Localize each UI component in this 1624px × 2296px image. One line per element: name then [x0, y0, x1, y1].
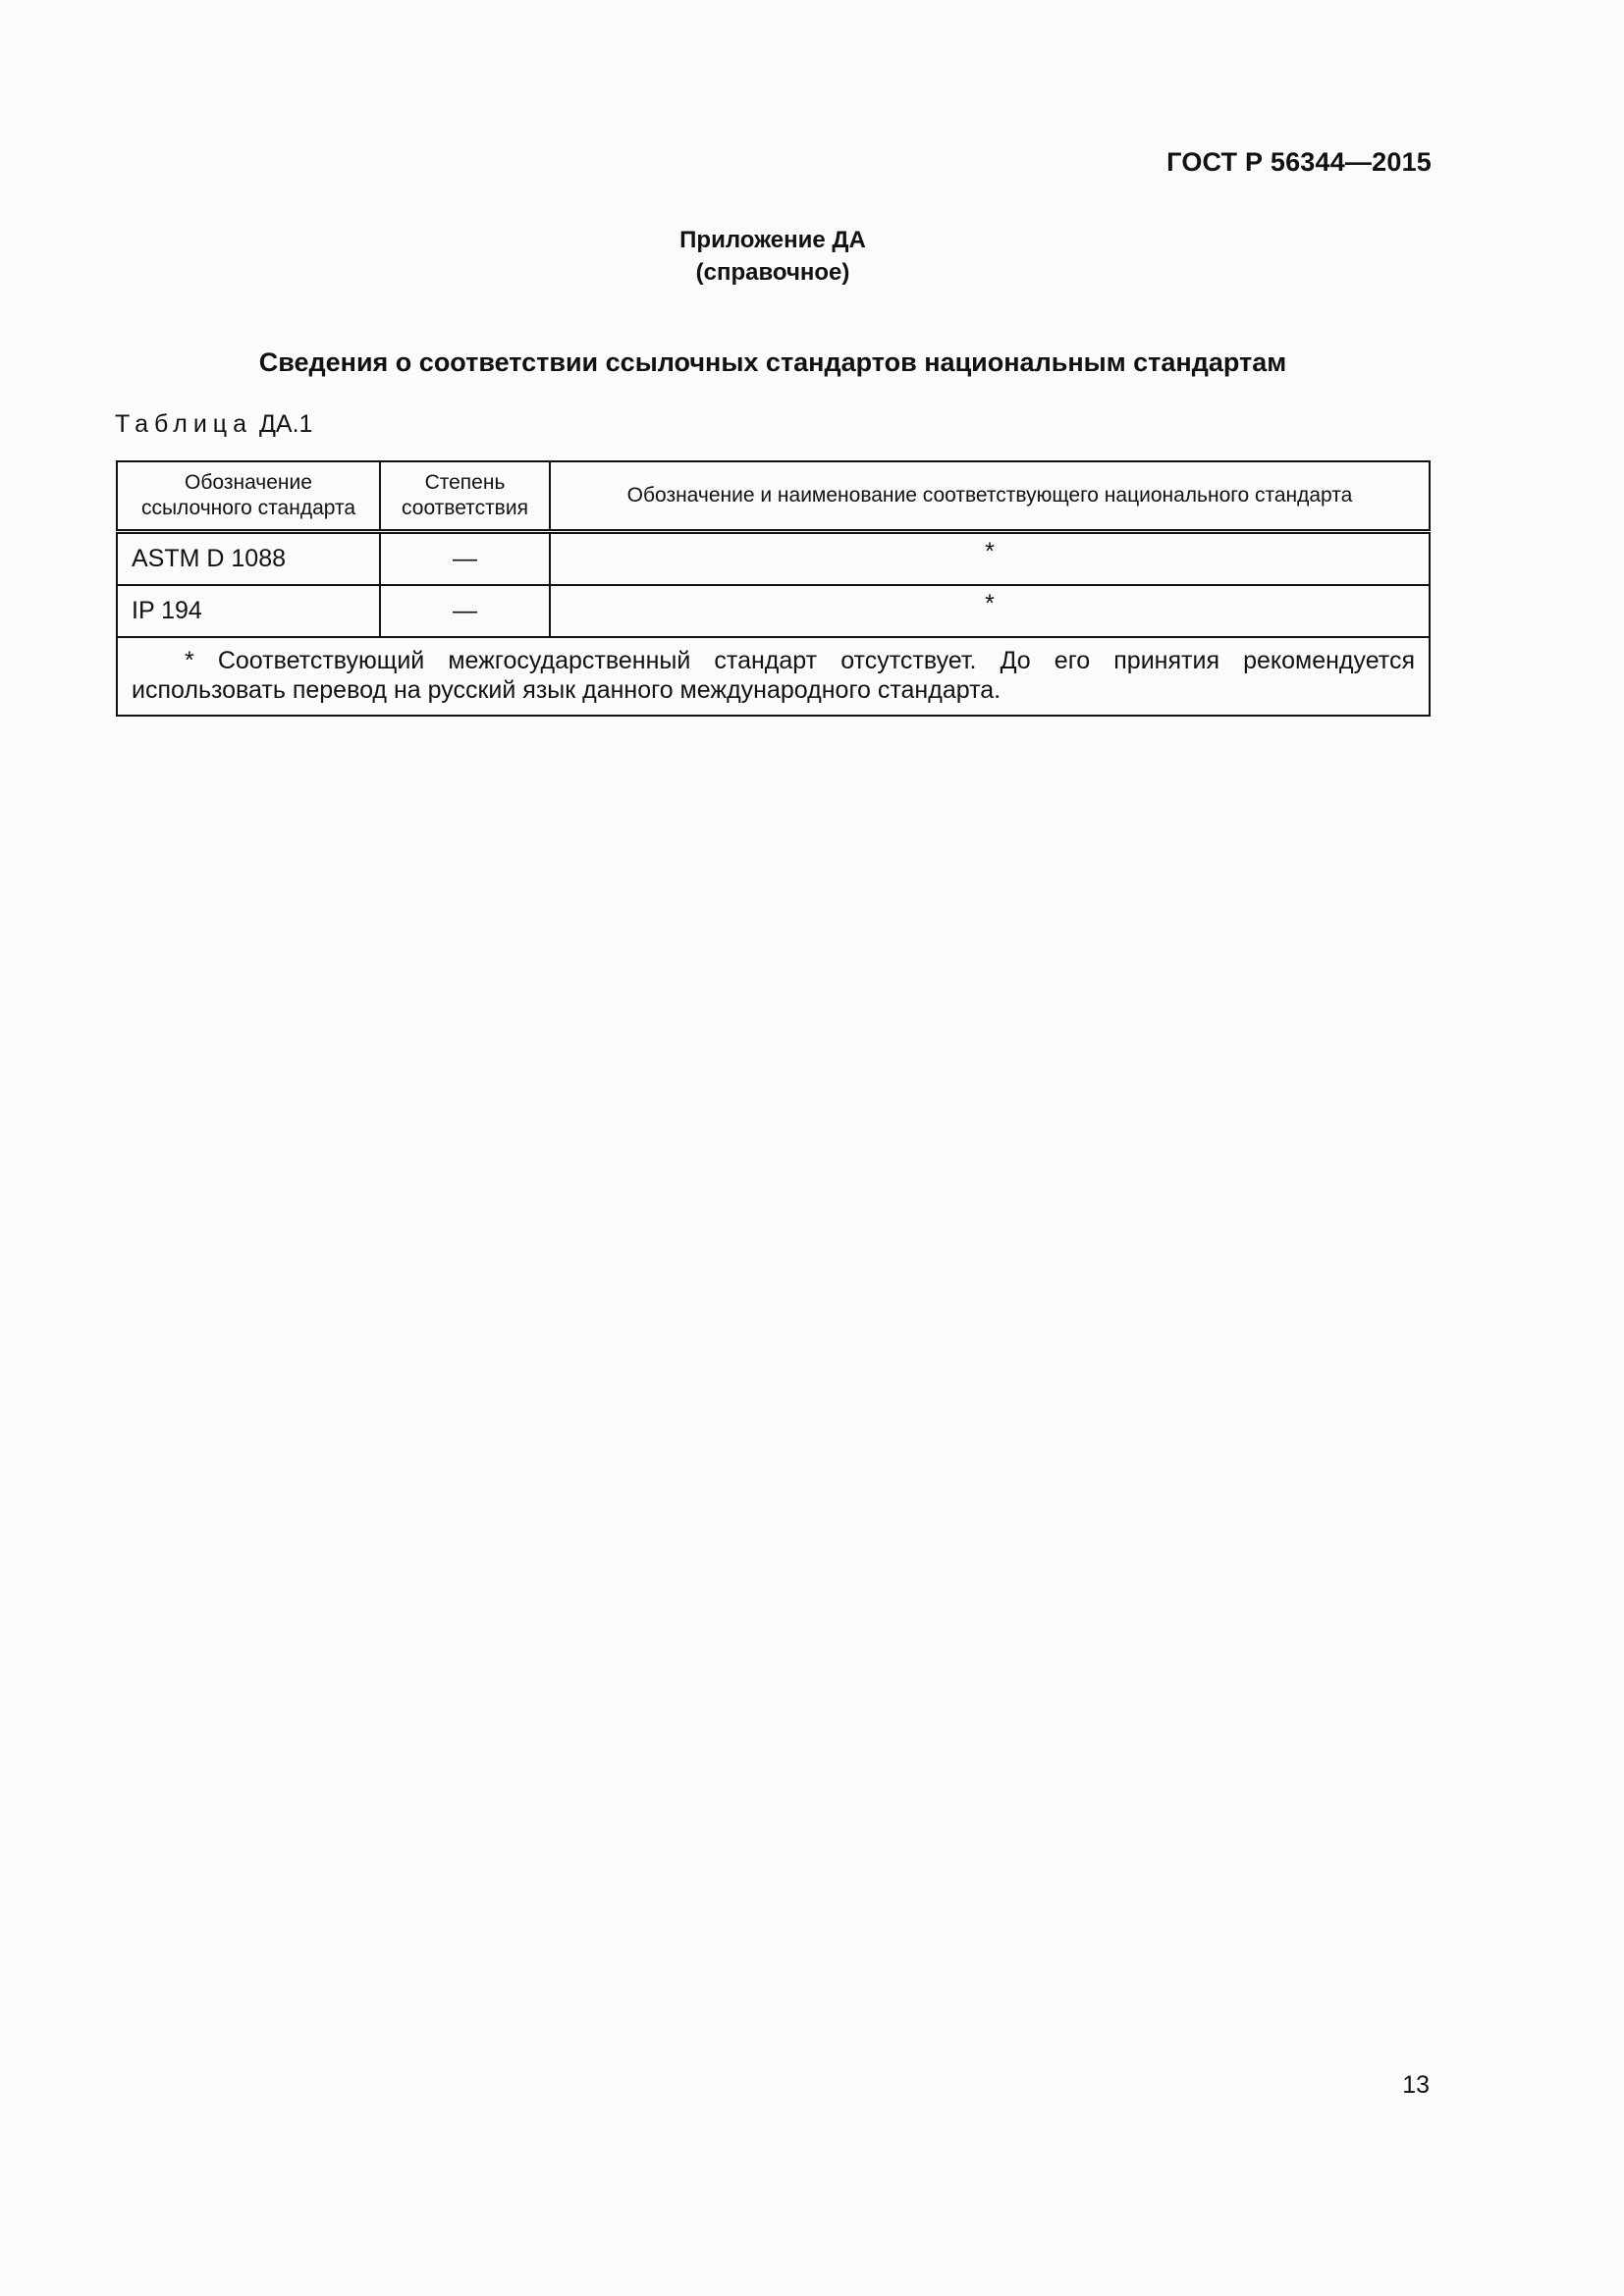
cell-degree: — [380, 532, 550, 586]
cell-national-standard: * [550, 532, 1430, 586]
table-row [117, 532, 1430, 586]
table-note-row [117, 637, 1430, 716]
document-id: ГОСТ Р 56344—2015 [1166, 147, 1432, 177]
header-degree-line2: соответствия [402, 497, 528, 519]
table-row [117, 585, 1430, 637]
section-title: Сведения о соответствии ссылочных стандартов национальным стандартам [258, 347, 1287, 377]
header-ref-standard-line2: ссылочного стандарта [140, 497, 356, 519]
appendix-heading [0, 224, 1545, 289]
appendix-title: Приложение ДА [679, 227, 866, 253]
header-degree [380, 461, 550, 532]
header-degree-line1: Степень [424, 471, 506, 494]
table-caption-number: ДА.1 [258, 410, 313, 438]
table-header-row [117, 461, 1430, 532]
table-note [117, 637, 1430, 716]
reference-standards-table [116, 460, 1431, 717]
cell-ref-standard: IP 194 [117, 585, 380, 637]
table-note-text: * Соответствующий межгосударственный стандарт отсутствует. До его принятия рекомендуется использовать перевод на русский язык данного международного стандарта. [132, 647, 1415, 704]
header-national-standard: Обозначение и наименование соответствующего национального стандарта [550, 461, 1430, 532]
cell-degree: — [380, 585, 550, 637]
appendix-subtitle: (справочное) [695, 259, 850, 286]
cell-ref-standard: ASTM D 1088 [117, 532, 380, 586]
table-caption-prefix: Таблица [115, 410, 253, 438]
cell-national-standard: * [550, 585, 1430, 637]
page-number: 13 [1402, 2071, 1430, 2099]
table-caption [115, 410, 312, 439]
header-ref-standard-line1: Обозначение [185, 471, 312, 494]
header-ref-standard [117, 461, 380, 532]
